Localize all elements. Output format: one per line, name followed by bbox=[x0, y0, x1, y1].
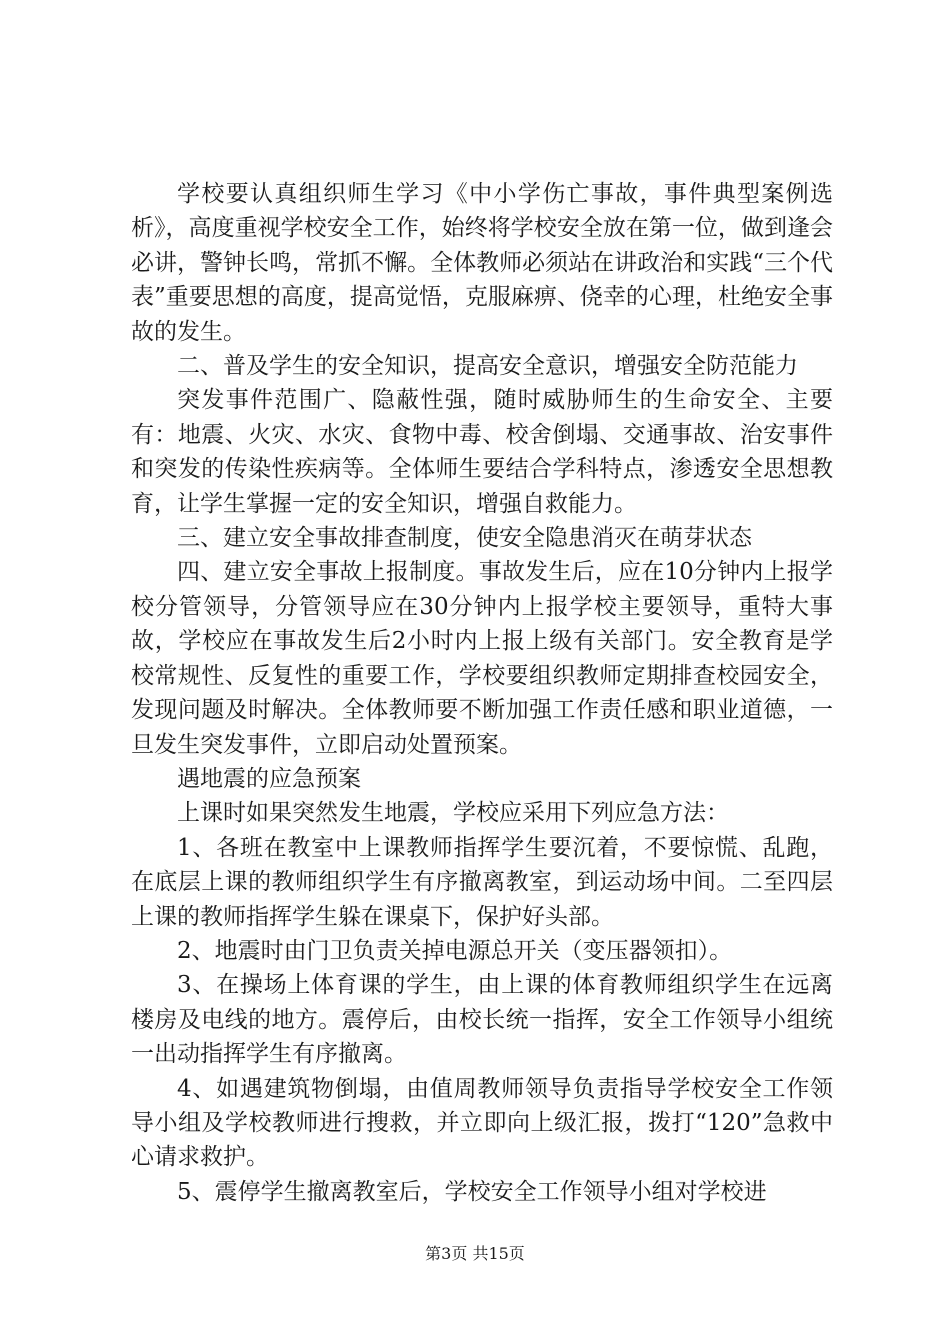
page-footer: 第3页 共15页 bbox=[425, 1244, 525, 1263]
paragraph-item-2: 2、地震时由门卫负责关掉电源总开关（变压器领扣）。 bbox=[177, 937, 733, 964]
paragraph-reporting: 四、建立安全事故上报制度。事故发生后，应在10分钟内上报学校分管领导，分管领导应在30分钟内上报学校主要领导，重特大事故，学校应在事故发生后2小时内上报上级有关部门。安全教育是学校常规性、反复性的重要工作，学校要组织教师定期排查校园安全，发现问题及时解决。全体教师要不断加强工作责任感和职业道德，一旦发生突发事件，立即启动处置预案。 bbox=[131, 559, 833, 758]
paragraph-item-5: 5、震停学生撤离教室后，学校安全工作领导小组对学校进 bbox=[177, 1178, 767, 1205]
paragraph-earthquake-plan-title: 遇地震的应急预案 bbox=[177, 765, 361, 792]
paragraph-item-3: 3、在操场上体育课的学生，由上课的体育教师组织学生在远离楼房及电线的地方。震停后，由校长统一指挥，安全工作领导小组统一出动指挥学生有序撤离。 bbox=[131, 972, 833, 1068]
paragraph-emergencies: 突发事件范围广、隐蔽性强，随时威胁师生的生命安全、主要有：地震、火灾、水灾、食物中毒、校舍倒塌、交通事故、治安事件和突发的传染性疾病等。全体师生要结合学科特点，渗透安全思想教育，让学生掌握一定的安全知识，增强自救能力。 bbox=[131, 387, 833, 517]
document-body bbox=[131, 177, 833, 1209]
paragraph-item-4: 4、如遇建筑物倒塌，由值周教师领导负责指导学校安全工作领导小组及学校教师进行搜救，并立即向上级汇报，拨打“120”急救中心请求救护。 bbox=[131, 1075, 833, 1171]
paragraph-item-1: 1、各班在教室中上课教师指挥学生要沉着，不要惊慌、乱跑，在底层上课的教师组织学生有序撤离教室，到运动场中间。二至四层上课的教师指挥学生躲在课桌下，保护好头部。 bbox=[131, 834, 833, 930]
paragraph-earthquake-intro: 上课时如果突然发生地震，学校应采用下列应急方法： bbox=[177, 800, 729, 827]
paragraph-heading-safety-knowledge: 二、普及学生的安全知识，提高安全意识，增强安全防范能力 bbox=[177, 353, 798, 380]
paragraph-heading-inspection: 三、建立安全事故排查制度，使安全隐患消灭在萌芽状态 bbox=[177, 525, 752, 552]
paragraph-study-cases: 学校要认真组织师生学习《中小学伤亡事故，事件典型案例选析》，高度重视学校安全工作，始终将学校安全放在第一位，做到逢会必讲，警钟长鸣，常抓不懈。全体教师必须站在讲政治和实践“三个代表”重要思想的高度，提高觉悟，克服麻痹、侥幸的心理，杜绝安全事故的发生。 bbox=[131, 181, 833, 345]
